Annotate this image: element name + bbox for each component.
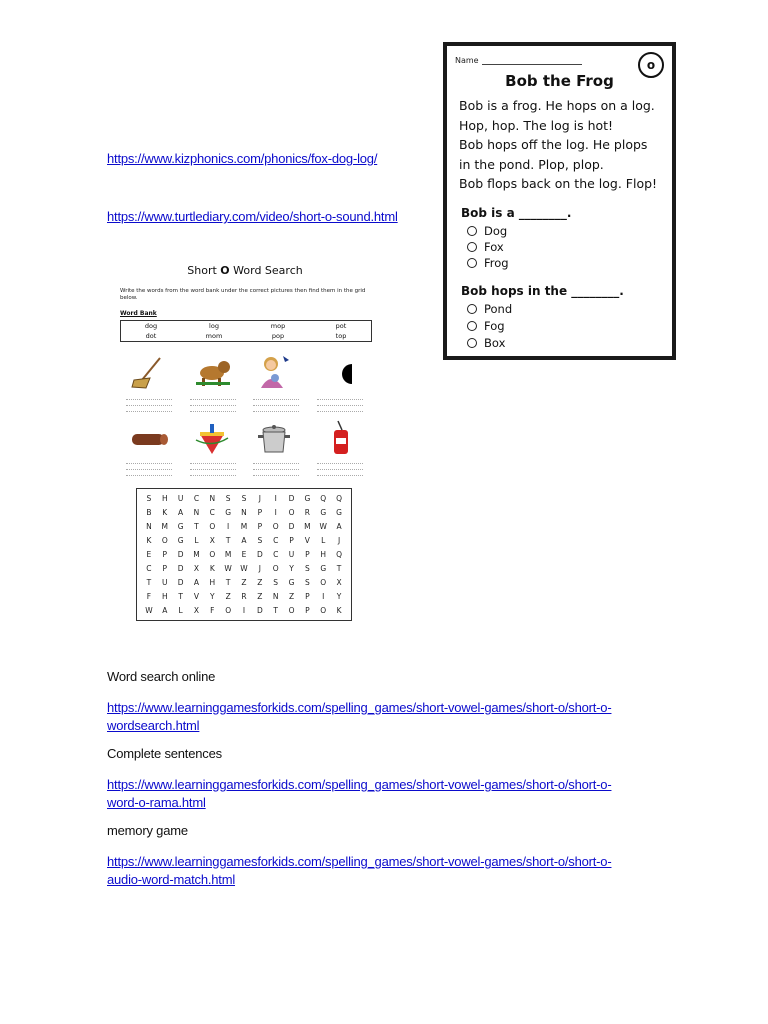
grid-letter: U bbox=[288, 549, 295, 559]
grid-letter: T bbox=[273, 606, 278, 616]
grid-letter: G bbox=[320, 564, 327, 574]
word-bank-label: Word Bank bbox=[120, 310, 157, 317]
word-bank-word: pop bbox=[271, 332, 285, 340]
radio-circle-icon bbox=[467, 321, 477, 331]
answer-lines bbox=[253, 458, 299, 476]
grid-letter: I bbox=[227, 521, 230, 531]
grid-letter: S bbox=[146, 493, 152, 503]
grid-letter: O bbox=[272, 521, 279, 531]
word-bank bbox=[120, 320, 372, 342]
bob-the-frog-worksheet bbox=[443, 42, 676, 360]
grid-letter: T bbox=[146, 578, 152, 588]
grid-letter: P bbox=[305, 606, 310, 616]
grid-letter: L bbox=[178, 606, 183, 616]
grid-letter: O bbox=[288, 606, 295, 616]
grid-letter: W bbox=[240, 564, 248, 574]
grid-letter: D bbox=[177, 578, 184, 588]
mop-icon bbox=[130, 354, 166, 390]
grid-letter: O bbox=[209, 549, 216, 559]
grid-letter: T bbox=[178, 592, 183, 602]
grid-letter: S bbox=[241, 493, 247, 503]
grid-letter: H bbox=[161, 493, 168, 503]
grid-letter: J bbox=[258, 493, 261, 503]
word-bank-word: mom bbox=[205, 332, 223, 340]
grid-letter: H bbox=[209, 578, 216, 588]
grid-letter: L bbox=[321, 535, 326, 545]
grid-letter: M bbox=[193, 549, 200, 559]
story-line: Bob is a frog. He hops on a log. bbox=[459, 98, 655, 113]
radio-circle-icon bbox=[467, 338, 477, 348]
grid-letter: M bbox=[224, 549, 232, 559]
grid-letter: Z bbox=[225, 592, 231, 602]
memory-game-label: memory game bbox=[107, 823, 188, 838]
grid-letter: V bbox=[304, 535, 310, 545]
radio-circle-icon bbox=[467, 226, 477, 236]
grid-letter: I bbox=[274, 493, 277, 503]
q1-option-frog: Frog bbox=[467, 256, 509, 270]
grid-letter: L bbox=[194, 535, 199, 545]
grid-letter: F bbox=[210, 606, 215, 616]
grid-letter: C bbox=[273, 535, 279, 545]
radio-circle-icon bbox=[467, 304, 477, 314]
grid-letter: N bbox=[241, 507, 247, 517]
q2-option-fog: Fog bbox=[467, 319, 505, 333]
grid-letter: M bbox=[161, 521, 168, 531]
grid-letter: M bbox=[304, 521, 311, 531]
grid-letter: P bbox=[305, 592, 310, 602]
grid-letter: C bbox=[193, 493, 200, 503]
grid-letter: A bbox=[241, 535, 247, 545]
grid-letter: F bbox=[146, 592, 152, 602]
question-2: Bob hops in the ________. bbox=[461, 284, 624, 298]
audio-word-match-link[interactable]: https://www.learninggamesforkids.com/spelling_games/short-vowel-games/short-o/short-o- audio-word-match.html bbox=[107, 854, 612, 887]
grid-letter: H bbox=[320, 549, 327, 559]
grid-letter: Z bbox=[257, 592, 263, 602]
grid-letter: R bbox=[241, 592, 247, 602]
grid-letter: S bbox=[273, 578, 279, 588]
question-1: Bob is a ________. bbox=[461, 206, 572, 220]
grid-letter: Y bbox=[210, 592, 215, 602]
grid-letter: G bbox=[177, 535, 184, 545]
q2-option-box: Box bbox=[467, 336, 505, 350]
grid-letter: K bbox=[162, 507, 168, 517]
grid-letter: Z bbox=[241, 578, 247, 588]
word-search-online-label: Word search online bbox=[107, 669, 216, 684]
word-bank-word: mop bbox=[270, 322, 286, 330]
grid-letter: W bbox=[224, 564, 232, 574]
grid-letter: P bbox=[289, 535, 294, 545]
grid-letter: C bbox=[273, 549, 279, 559]
grid-letter: I bbox=[274, 507, 277, 517]
grid-letter: K bbox=[146, 535, 152, 545]
grid-letter: O bbox=[161, 535, 168, 545]
grid-letter: O bbox=[320, 578, 327, 588]
grid-letter: D bbox=[256, 549, 263, 559]
worksheet-title: Short O Word Search bbox=[187, 264, 303, 277]
grid-letter: D bbox=[177, 564, 184, 574]
grid-letter: G bbox=[288, 578, 295, 588]
grid-letter: N bbox=[146, 521, 152, 531]
dog-icon bbox=[192, 356, 232, 388]
pot-icon bbox=[256, 422, 292, 456]
grid-letter: P bbox=[257, 507, 263, 517]
log-icon bbox=[130, 426, 170, 452]
grid-letter: G bbox=[336, 507, 342, 517]
grid-letter: C bbox=[146, 564, 152, 574]
grid-letter: X bbox=[193, 564, 200, 574]
answer-lines bbox=[126, 394, 172, 412]
story-line: Bob flops back on the log. Flop! bbox=[459, 176, 658, 192]
grid-letter: A bbox=[336, 521, 342, 531]
answer-lines bbox=[317, 458, 363, 476]
short-o-word-search-worksheet bbox=[120, 258, 375, 628]
grid-letter: P bbox=[257, 521, 263, 531]
grid-letter: A bbox=[162, 606, 168, 616]
word-bank-word: top bbox=[335, 332, 347, 340]
grid-letter: T bbox=[225, 578, 231, 588]
grid-letter: J bbox=[337, 535, 341, 545]
grid-letter: X bbox=[209, 535, 215, 545]
story-text bbox=[459, 96, 674, 194]
grid-letter: N bbox=[209, 493, 216, 503]
name-rule bbox=[482, 64, 582, 65]
mom-icon bbox=[255, 354, 291, 390]
pot-icon-cropped bbox=[340, 362, 360, 386]
grid-letter: P bbox=[305, 549, 310, 559]
grid-letter: P bbox=[162, 564, 168, 574]
q1-option-fox: Fox bbox=[467, 240, 504, 254]
grid-letter: S bbox=[304, 564, 310, 574]
grid-letter: Y bbox=[289, 564, 294, 574]
answer-lines bbox=[126, 458, 172, 476]
grid-letter: U bbox=[162, 578, 168, 588]
grid-letter: P bbox=[162, 549, 168, 559]
grid-letter: Q bbox=[320, 493, 327, 503]
grid-letter: I bbox=[322, 592, 325, 602]
grid-letter: S bbox=[225, 493, 231, 503]
grid-letter: D bbox=[288, 521, 295, 531]
grid-letter: E bbox=[241, 549, 247, 559]
grid-letter: Q bbox=[336, 549, 343, 559]
grid-letter: K bbox=[336, 606, 342, 616]
grid-letter: H bbox=[161, 592, 168, 602]
grid-letter: D bbox=[256, 606, 263, 616]
grid-letter: E bbox=[146, 549, 152, 559]
worksheet-instructions: Write the words from the word bank under the correct pictures then find them in the grid below. bbox=[120, 288, 366, 301]
grid-letter: Q bbox=[336, 493, 343, 503]
pop-icon bbox=[326, 420, 356, 458]
grid-letter: T bbox=[336, 564, 342, 574]
grid-letter: O bbox=[288, 507, 295, 517]
grid-letter: W bbox=[319, 521, 327, 531]
grid-letter: T bbox=[225, 535, 231, 545]
grid-letter: A bbox=[193, 578, 200, 588]
radio-circle-icon bbox=[467, 258, 477, 268]
grid-letter: O bbox=[209, 521, 216, 531]
complete-sentences-label: Complete sentences bbox=[107, 746, 222, 761]
grid-letter: S bbox=[257, 535, 263, 545]
grid-letter: V bbox=[193, 592, 200, 602]
grid-letter: G bbox=[177, 521, 184, 531]
grid-letter: O bbox=[320, 606, 327, 616]
grid-letter: T bbox=[194, 521, 199, 531]
grid-letter: R bbox=[304, 507, 310, 517]
grid-letter: J bbox=[258, 564, 261, 574]
grid-letter: X bbox=[193, 606, 200, 616]
grid-letter: S bbox=[304, 578, 310, 588]
grid-letter: G bbox=[320, 507, 327, 517]
grid-letter: D bbox=[288, 493, 295, 503]
short-o-badge: o bbox=[638, 52, 664, 78]
grid-letter: C bbox=[209, 507, 215, 517]
wordsearch-link[interactable]: https://www.learninggamesforkids.com/spelling_games/short-vowel-games/short-o/short-o- wordsearch.html bbox=[107, 700, 612, 733]
grid-letter: K bbox=[209, 564, 215, 574]
grid-letter: N bbox=[193, 507, 200, 517]
name-label: Name bbox=[455, 56, 479, 65]
grid-letter: G bbox=[304, 493, 311, 503]
word-bank-word: log bbox=[209, 322, 219, 330]
grid-letter: N bbox=[272, 592, 279, 602]
answer-lines bbox=[190, 394, 236, 412]
word-bank-word: dot bbox=[145, 332, 157, 340]
word-o-rama-link[interactable]: https://www.learninggamesforkids.com/spelling_games/short-vowel-games/short-o/short-o- word-o-rama.html bbox=[107, 777, 612, 810]
grid-letter: O bbox=[272, 564, 279, 574]
grid-letter: B bbox=[146, 507, 152, 517]
word-search-grid bbox=[136, 488, 352, 621]
answer-lines bbox=[253, 394, 299, 412]
turtlediary-link[interactable]: https://www.turtlediary.com/video/short-o-sound.html bbox=[107, 209, 398, 224]
story-line: Bob hops off the log. He plops bbox=[459, 137, 648, 153]
grid-letter: G bbox=[225, 507, 232, 517]
grid-letter: Z bbox=[288, 592, 295, 602]
grid-letter: Z bbox=[257, 578, 263, 588]
grid-letter: D bbox=[177, 549, 184, 559]
story-line: in the pond. Plop, plop. bbox=[459, 156, 604, 172]
kizphonics-link[interactable]: https://www.kizphonics.com/phonics/fox-dog-log/ bbox=[107, 151, 378, 166]
grid-letter: U bbox=[177, 493, 184, 503]
grid-letter: M bbox=[240, 521, 248, 531]
q1-option-dog: Dog bbox=[467, 224, 507, 238]
top-icon bbox=[194, 420, 230, 456]
grid-letter: A bbox=[178, 507, 184, 517]
q2-option-pond: Pond bbox=[467, 302, 512, 316]
word-bank-word: dog bbox=[144, 322, 158, 330]
grid-letter: I bbox=[242, 606, 246, 616]
grid-letter: W bbox=[145, 606, 153, 616]
grid-letter: X bbox=[336, 578, 342, 588]
story-line: Hop, hop. The log is hot! bbox=[459, 117, 614, 133]
answer-lines bbox=[190, 458, 236, 476]
word-bank-word: pot bbox=[335, 322, 347, 330]
answer-lines bbox=[317, 394, 363, 412]
grid-letter: O bbox=[225, 606, 232, 616]
grid-letter: Y bbox=[336, 592, 342, 602]
story-title: Bob the Frog bbox=[505, 72, 614, 90]
radio-circle-icon bbox=[467, 242, 477, 252]
